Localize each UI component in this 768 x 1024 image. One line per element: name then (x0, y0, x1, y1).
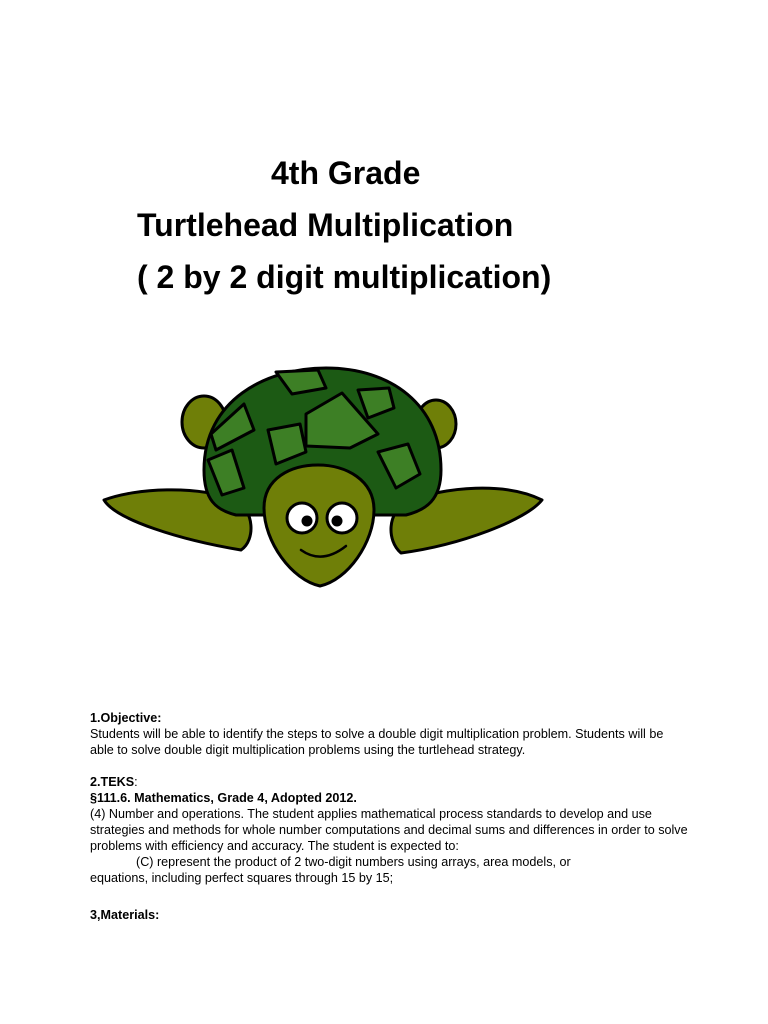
teks-heading: 2.TEKS (90, 775, 135, 789)
objective-text: Students will be able to identify the steps to solve a double digit multiplication problem. Students will be able to solve double digit multiplication problems using the turtlehead strategy. (90, 727, 664, 757)
title-grade: 4th Grade (271, 155, 421, 191)
teks-item-c-line1: (C) represent the product of 2 two-digit numbers using arrays, area models, or (136, 855, 571, 869)
teks-item-c-line2: equations, including perfect squares through 15 by 15; (90, 871, 394, 885)
teks-text: (4) Number and operations. The student applies mathematical process standards to develop and use strategies and methods for whole number computations and decimal sums and differences in order to solve problems with efficiency and accuracy. The student is expected to: (90, 807, 688, 853)
materials-section (90, 907, 690, 923)
teks-colon: : (134, 775, 138, 789)
objective-heading: 1.Objective: (90, 711, 162, 725)
turtle-icon (96, 360, 552, 600)
materials-heading: 3,Materials: (90, 908, 160, 922)
objective-section (90, 710, 690, 758)
teks-section (90, 774, 690, 886)
teks-standard: §111.6. Mathematics, Grade 4, Adopted 2012. (90, 791, 357, 805)
title-topic: Turtlehead Multiplication (137, 207, 514, 243)
title-subtopic: ( 2 by 2 digit multiplication) (137, 259, 552, 295)
